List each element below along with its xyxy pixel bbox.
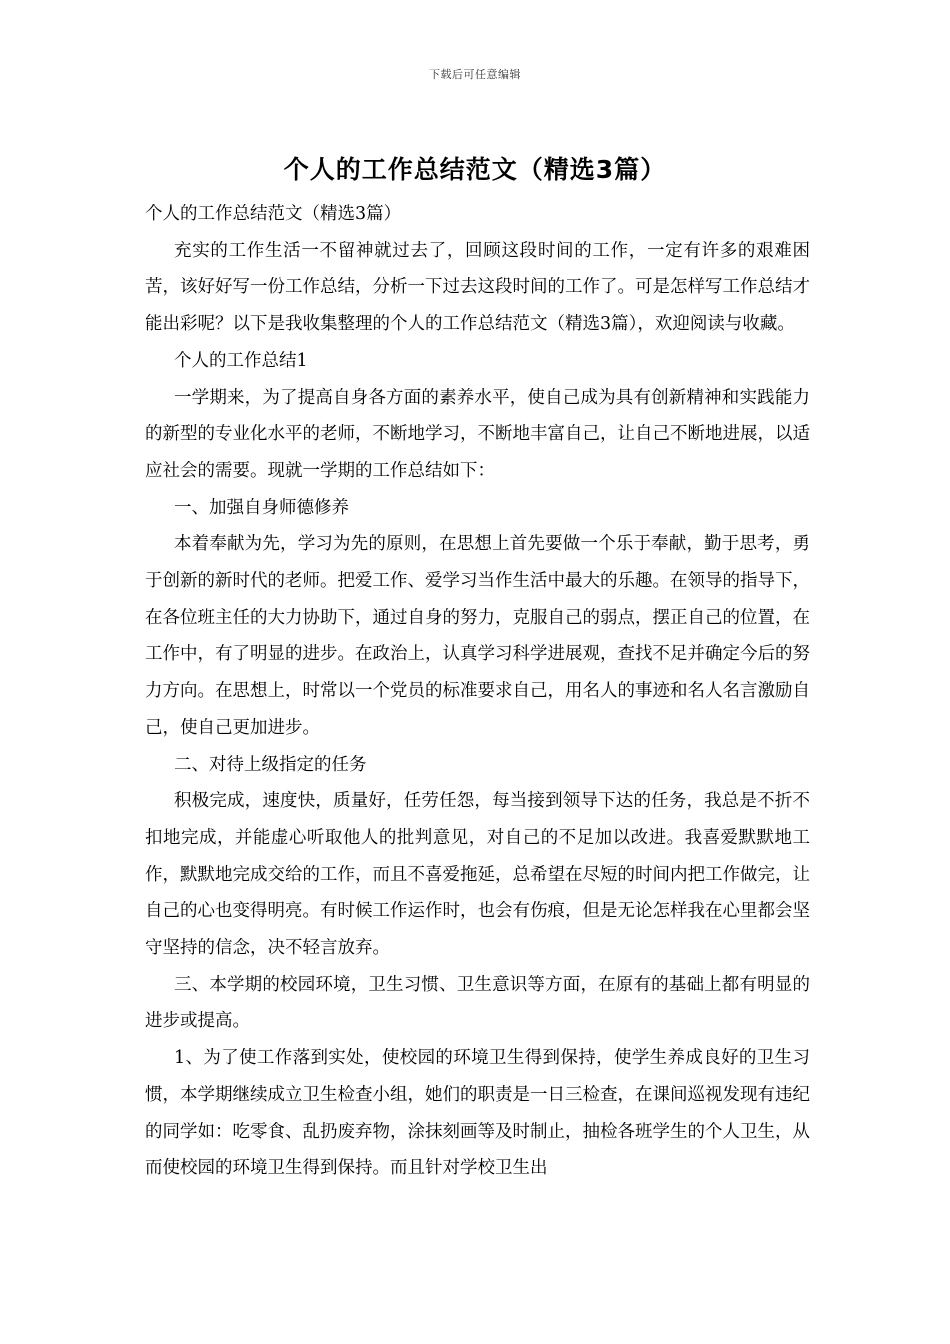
body-paragraph: 本着奉献为先，学习为先的原则，在思想上首先要做一个乐于奉献，勤于思考，勇于创新的新时代的老师。把爱工作、爱学习当作生活中最大的乐趣。在领导的指导下，在各位班主任的大力协助下，通过自身的努力，克服自己的弱点，摆正自己的位置，在工作中，有了明显的进步。在政治上，认真学习科学进展观，查找不足并确定今后的努力方向。在思想上，时常以一个党员的标准要求自己，用名人的事迹和名人名言激励自己，使自己更加进步。 xyxy=(145,534,810,738)
body-paragraph: 1、为了使工作落到实处，使校园的环境卫生得到保持，使学生养成良好的卫生习惯，本学期继续成立卫生检查小组，她们的职责是一日三检查，在课间巡视发现有违纪的同学如：吃零食、乱扔废弃物，涂抹刻画等及时制止，抽检各班学生的个人卫生，从而使校园的环境卫生得到保持。而且针对学校卫生出 xyxy=(145,1048,810,1179)
section-heading-ethics: 一、加强自身师德修养 xyxy=(174,497,349,518)
intro-paragraph: 充实的工作生活一不留神就过去了，回顾这段时间的工作，一定有许多的艰难困苦，该好好写一份工作总结，分析一下过去这段时间的工作了。可是怎样写工作总结才能出彩呢？以下是我收集整理的个人的工作总结范文（精选3篇），欢迎阅读与收藏。 xyxy=(145,240,810,335)
document-title: 个人的工作总结范文（精选3篇） xyxy=(283,155,667,184)
section-heading-summary-1: 个人的工作总结1 xyxy=(174,350,308,371)
section-heading-tasks: 二、对待上级指定的任务 xyxy=(174,754,367,775)
body-paragraph: 积极完成，速度快，质量好，任劳任怨，每当接到领导下达的任务，我总是不折不扣地完成，并能虚心听取他人的批判意见，对自己的不足加以改进。我喜爱默默地工作，默默地完成交给的工作，而且不喜爱拖延，总希望在尽短的时间内把工作做完，让自己的心也变得明亮。有时候工作运作时，也会有伤痕，但是无论怎样我在心里都会坚守坚持的信念，决不轻言放弃。 xyxy=(145,791,810,959)
subtitle-paragraph: 个人的工作总结范文（精选3篇） xyxy=(145,204,402,224)
body-paragraph: 一学期来，为了提高自身各方面的素养水平，使自己成为具有创新精神和实践能力的新型的专业化水平的老师，不断地学习，不断地丰富自己，让自己不断地进展，以适应社会的需要。现就一学期的工作总结如下： xyxy=(145,387,810,481)
section-heading-campus: 三、本学期的校园环境，卫生习惯、卫生意识等方面，在原有的基础上都有明显的进步或提高。 xyxy=(145,974,810,1032)
download-note: 下载后可任意编辑 xyxy=(429,68,521,81)
document-body xyxy=(145,196,810,1187)
